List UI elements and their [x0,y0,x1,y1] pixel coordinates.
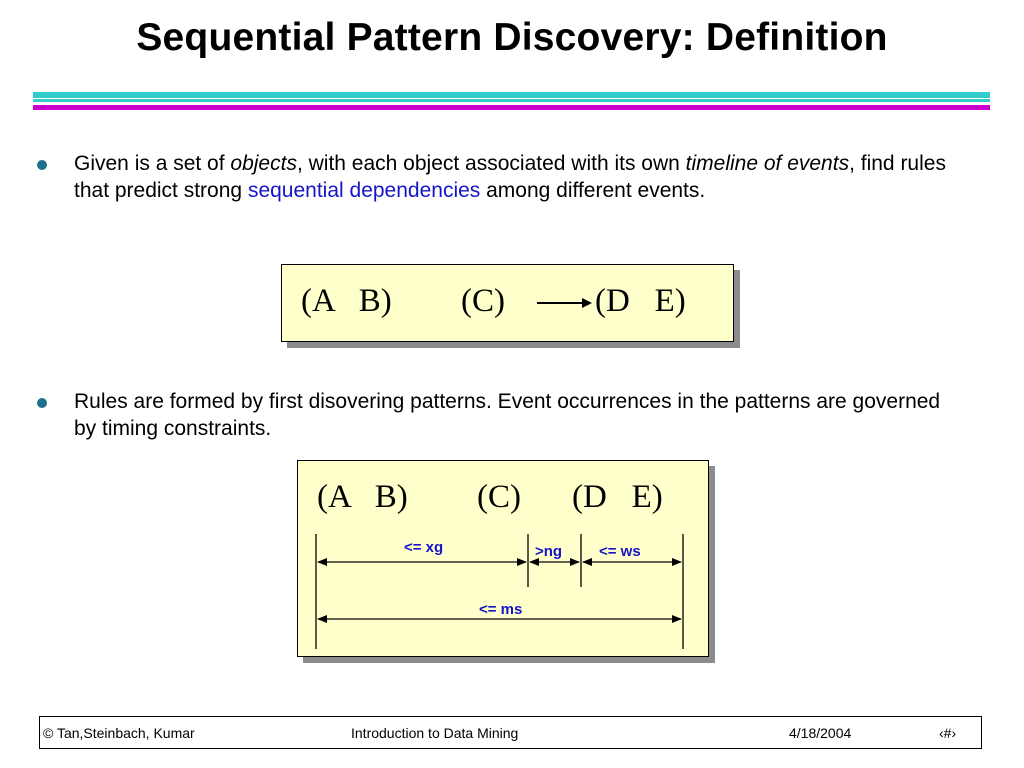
max-span-label: <= ms [479,601,523,618]
bullet-dot-icon [37,398,47,408]
footer-authors: © Tan,Steinbach, Kumar [43,725,195,741]
bullet-emphasis: timeline of events [685,152,850,175]
event-set-de: (D E) [572,479,663,515]
bullet-dot-icon [37,160,47,170]
rule-example-box [281,264,734,342]
event-set-ab: (A B) [301,283,392,319]
footer-page-number: ‹#› [939,725,957,741]
title-rule-magenta [33,105,990,110]
bullet-text: Given is a set of [74,152,231,175]
footer-course: Introduction to Data Mining [351,725,519,741]
window-size-label: <= ws [599,543,641,560]
bullet-emphasis: objects [230,152,297,175]
slide-title: Sequential Pattern Discovery: Definition [136,16,888,59]
event-set-c: (C) [461,283,505,319]
event-set-ab: (A B) [317,479,408,515]
bullet-timing [74,388,954,442]
slide-footer [39,716,982,749]
implies-arrow-icon [536,293,594,313]
event-set-de: (D E) [595,283,686,319]
bullet-text: Rules are formed by first disovering patterns. Event occurrences in the patterns are governed by timing constraints. [74,390,941,440]
timing-diagram [298,461,708,656]
footer-date: 4/18/2004 [789,725,852,741]
min-gap-label: >ng [535,543,563,560]
max-gap-label: <= xg [404,539,444,556]
title-rule-teal-thin [33,99,990,102]
title-rule-teal [33,92,990,98]
timing-constraint-box [297,460,709,657]
bullet-definition [74,150,954,204]
bullet-highlight: sequential dependencies [247,179,481,202]
bullet-text: among different events. [480,179,706,202]
bullet-text: , with each object associated with its own [296,152,686,175]
event-set-c: (C) [477,479,521,515]
bullet-text: , find rules that predict strong [74,152,946,202]
